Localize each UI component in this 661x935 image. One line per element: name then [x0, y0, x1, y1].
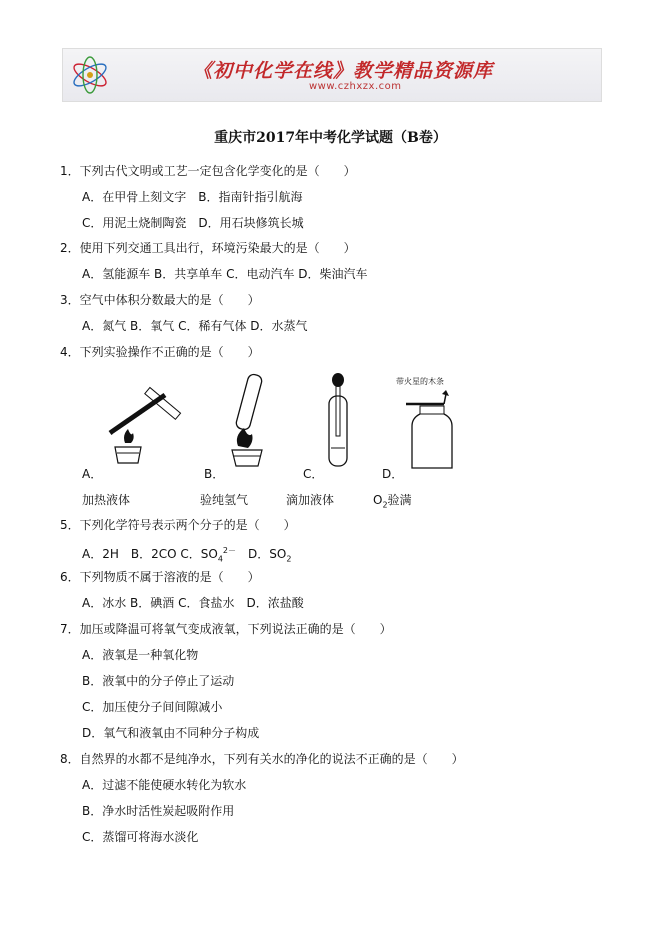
figure-c-caption: 滴加液体	[286, 493, 335, 507]
question-3-stem: 3．空气中体积分数最大的是（ ）	[60, 293, 260, 307]
question-1-option-row-2: C．用泥土烧制陶瓷 D．用石块修筑长城	[82, 216, 304, 230]
question-2-stem: 2．使用下列交通工具出行，环境污染最大的是（ ）	[60, 241, 356, 255]
figure-d-caption	[373, 491, 412, 509]
figure-c-letter: C．	[303, 467, 324, 481]
question-7-option-c: C．加压使分子间间隙减小	[82, 700, 223, 714]
q5-option-d: D．SO	[236, 547, 287, 561]
question-6-options: A．冰水 B．碘酒 C．食盐水 D．浓盐酸	[82, 596, 304, 610]
figure-d-letter: D．	[382, 467, 404, 481]
q5-options-abc: A．2H B．2CO C．SO	[82, 547, 218, 561]
figure-b-hydrogen-purity-test	[220, 372, 280, 472]
question-8-option-c: C．蒸馏可将海水淡化	[82, 830, 199, 844]
figure-c-dropper-in-tube	[322, 372, 354, 472]
o2-subscript: 2	[382, 500, 388, 510]
question-4-stem: 4．下列实验操作不正确的是（ ）	[60, 345, 260, 359]
banner-title: 《初中化学在线》教学精品资源库	[193, 60, 494, 82]
page-title: 重庆市2017年中考化学试题（B卷）	[214, 130, 447, 146]
so4-subscript: 4	[217, 554, 223, 564]
figure-a-heating-liquid	[105, 385, 190, 470]
question-3-options: A．氮气 B．氧气 C．稀有气体 D．水蒸气	[82, 319, 308, 333]
atom-logo-icon	[67, 53, 113, 97]
header-banner	[62, 48, 602, 102]
question-5-options	[82, 543, 291, 567]
so2-subscript: 2	[286, 554, 292, 564]
question-8-option-a: A．过滤不能使硬水转化为软水	[82, 778, 247, 792]
figure-a-letter: A．	[82, 467, 103, 481]
question-8-stem: 8．自然界的水都不是纯净水，下列有关水的净化的说法不正确的是（ ）	[60, 752, 464, 766]
question-8-option-b: B．净水时活性炭起吸附作用	[82, 804, 235, 818]
question-1-stem: 1．下列古代文明或工艺一定包含化学变化的是（ ）	[60, 164, 356, 178]
banner-url: www.czhxzx.com	[309, 81, 402, 92]
question-7-option-a: A．液氧是一种氧化物	[82, 648, 199, 662]
question-7-option-d: D．氧气和液氧由不同种分子构成	[82, 726, 260, 740]
figure-b-letter: B．	[204, 467, 225, 481]
figure-d-gas-bottle	[404, 386, 466, 474]
so4-charge: 2－	[222, 546, 237, 555]
question-5-stem: 5．下列化学符号表示两个分子的是（ ）	[60, 518, 296, 532]
question-7-stem: 7．加压或降温可将氧气变成液氧，下列说法正确的是（ ）	[60, 622, 392, 636]
question-2-options: A．氢能源车 B．共享单车 C．电动汽车 D．柴油汽车	[82, 267, 368, 281]
question-6-stem: 6．下列物质不属于溶液的是（ ）	[60, 570, 260, 584]
figure-d-caption-text: 验满	[387, 493, 412, 507]
figure-a-caption: 加热液体	[82, 493, 131, 507]
question-7-option-b: B．液氧中的分子停止了运动	[82, 674, 235, 688]
o2-symbol: O	[373, 493, 383, 507]
figure-b-caption: 验纯氢气	[200, 493, 249, 507]
question-1-option-row-1: A．在甲骨上刻文字 B．指南针指引航海	[82, 190, 303, 204]
figure-d-label: 带火星的木条	[396, 377, 444, 386]
